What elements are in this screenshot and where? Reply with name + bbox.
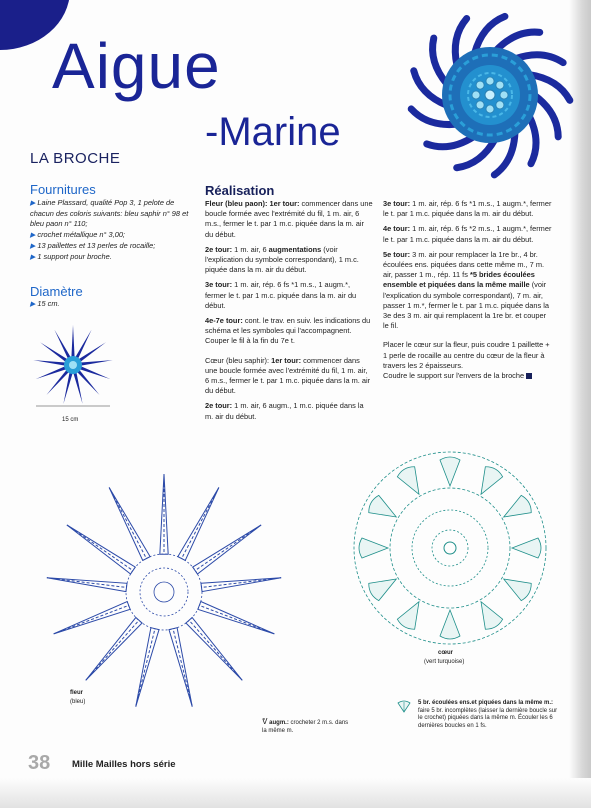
coeur-round-3 bbox=[383, 199, 553, 219]
fleur-round-2 bbox=[205, 245, 373, 276]
brooch-sequin bbox=[486, 105, 494, 113]
round-label: 4e-7e tour: bbox=[205, 316, 243, 326]
diametre-value-row bbox=[30, 299, 60, 310]
coeur-intro: Cœur (bleu saphir): bbox=[205, 355, 272, 365]
coeur-shell bbox=[397, 602, 419, 630]
coeur-shell bbox=[369, 579, 397, 601]
fleur-intro: Fleur (bleu paon): bbox=[205, 199, 270, 208]
legend-5br bbox=[418, 700, 558, 730]
legend-5br-text: faire 5 br. incomplètes (laisser la dernière boucle sur le crochet) piquées dans la même m. Écouler les 6 dernières boucles en 1 fs. bbox=[418, 707, 558, 729]
coeur-round-4 bbox=[383, 224, 553, 244]
fleur-arm bbox=[136, 628, 159, 707]
brooch-sequin bbox=[472, 91, 480, 99]
coeur-round-1 bbox=[205, 356, 373, 397]
fleur-arm-stitches bbox=[54, 606, 127, 634]
legend-augm bbox=[262, 718, 352, 735]
round-label: 2e tour: bbox=[205, 401, 233, 411]
fleur-arm-stitches bbox=[86, 622, 138, 680]
fournitures-item-text: 13 paillettes et 13 perles de rocaille; bbox=[37, 240, 156, 250]
star-arm bbox=[33, 360, 65, 365]
finishing-text-last: Coudre le support sur l'envers de la broche bbox=[383, 371, 525, 381]
coeur-color: (vert turquoise) bbox=[424, 659, 465, 665]
fournitures-item bbox=[30, 230, 200, 241]
round-text: commencer dans une boucle formée avec l'extrémité du fil, 1 m. air, 6 m.s., fermer le t. par 1 m.c. piquée dans la m. air du début. bbox=[205, 355, 371, 396]
finishing-text-2 bbox=[383, 371, 553, 381]
magazine-name: Mille Mailles hors série bbox=[72, 759, 176, 770]
brooch-tentacle bbox=[433, 38, 448, 84]
diametre-value: 15 cm. bbox=[37, 299, 60, 308]
round-text: 1 m. air, rép. 6 fs *1 m.s., 1 augm.*, fermer le t. par 1 m.c. piquée dans la m. air du début. bbox=[205, 280, 357, 310]
fournitures-item bbox=[30, 241, 200, 252]
brooch-photo bbox=[405, 10, 580, 185]
fleur-arm-stitches bbox=[109, 488, 145, 557]
brooch-sequin bbox=[476, 81, 484, 89]
fleur-arm-stitches bbox=[191, 622, 243, 680]
fleur-round-4-7 bbox=[205, 316, 373, 347]
coeur-shell bbox=[481, 602, 503, 630]
bullet-icon: ▶ bbox=[30, 200, 36, 207]
fleur-arm bbox=[169, 628, 192, 707]
fournitures-item-text: 1 support pour broche. bbox=[37, 252, 112, 262]
bullet-icon: ▶ bbox=[30, 231, 36, 239]
page-title-line1: Aigue bbox=[52, 30, 221, 102]
round-text: (voir l'explication du symbole correspondant), 1 m.c. piquée dans la m. air du début. bbox=[205, 244, 359, 275]
realisation-heading: Réalisation bbox=[205, 183, 275, 198]
page-bottom-shadow bbox=[0, 778, 591, 808]
fleur-arm-stitches bbox=[174, 631, 193, 707]
round-text: 1 m. air, 6 augm., 1 m.c. piquée dans la m. air du début. bbox=[205, 401, 364, 421]
round-bold: augmentations bbox=[268, 244, 322, 254]
brooch-tentacle bbox=[427, 136, 475, 147]
legend-augm-title: augm.: bbox=[269, 720, 289, 726]
round-text: cont. le trav. en suiv. les indications du schéma et les symboles qui l'accompagnent. Couper le fil à la fin du 7e t. bbox=[205, 316, 371, 346]
fournitures-item-text: Laine Plassard, qualité Pop 3, 1 pelote de chacun des coloris suivants: bleu saphir n° 98 et bleu paon n° 110; bbox=[30, 198, 189, 229]
coeur-shell bbox=[359, 538, 388, 558]
size-figure-label: 15 cm bbox=[62, 417, 79, 423]
size-star-figure bbox=[28, 320, 118, 415]
coeur-diagram bbox=[350, 448, 560, 648]
round-label: 1er tour: bbox=[271, 355, 302, 365]
brooch-sequin bbox=[486, 77, 494, 85]
fournitures-item-text: crochet métallique n° 3,00; bbox=[37, 229, 125, 239]
fleur-arm-stitches bbox=[183, 488, 219, 557]
coeur-shell bbox=[440, 610, 460, 639]
fleur-arm-stitches bbox=[197, 525, 261, 569]
fleur-diagram bbox=[24, 462, 289, 712]
round-label: 3e tour: bbox=[205, 280, 233, 290]
round-label: 4e tour: bbox=[383, 224, 411, 234]
brooch-sequin bbox=[496, 81, 504, 89]
star-arm bbox=[63, 372, 72, 404]
fleur-round-1 bbox=[205, 199, 373, 240]
coeur-shell bbox=[512, 538, 541, 558]
star-arm bbox=[71, 325, 74, 357]
fleur-arm-stitches bbox=[136, 631, 155, 707]
star-arm bbox=[81, 360, 113, 365]
round-label: 3e tour: bbox=[383, 199, 411, 208]
end-square-icon bbox=[526, 373, 532, 379]
coeur-label: cœur bbox=[438, 650, 453, 656]
diametre-heading: Diamètre bbox=[30, 284, 83, 299]
page-subtitle: LA BROCHE bbox=[30, 150, 121, 167]
round-text: 1 m. air, rép. 6 fs *2 m.s., 1 augm.*, fermer le t. par 1 m.c. piquée dans la m. air du début. bbox=[383, 224, 552, 244]
round-text: 1 m. air, 6 bbox=[232, 244, 269, 254]
round-text: commencer dans une boucle formée avec l'extrémité du fil, 1 m. air, 6 m.s., fermer le t. par 1 m.c. piquée dans la m. air du début. bbox=[205, 199, 373, 239]
brooch-sequin bbox=[496, 101, 504, 109]
realisation-column-2 bbox=[383, 199, 553, 386]
fleur-round-3 bbox=[205, 280, 373, 311]
legend-5br-title: 5 br. écoulées ens.et piquées dans la même m.: bbox=[418, 700, 554, 706]
fleur-arm-stitches bbox=[201, 606, 274, 634]
round-label: 1er tour: bbox=[269, 199, 300, 208]
fleur-arm-stitches bbox=[67, 525, 131, 569]
legend-augm-text: crocheter 2 m.s. dans la même m. bbox=[262, 720, 349, 734]
fournitures-item bbox=[30, 252, 200, 263]
coeur-shell bbox=[481, 467, 503, 495]
fleur-arm bbox=[201, 578, 281, 592]
coeur-round-5 bbox=[383, 250, 553, 332]
round-bold: *5 brides écoulées ensemble et piquées dans la même maille bbox=[383, 270, 535, 290]
coeur-shell bbox=[397, 467, 419, 495]
finishing-text: Placer le cœur sur la fleur, puis coudre 1 paillette + 1 perle de rocaille au centre du cœur de la fleur à travers les 2 épaisseurs. bbox=[383, 340, 550, 370]
fleur-label: fleur bbox=[70, 690, 84, 696]
fournitures-item bbox=[30, 198, 200, 230]
brooch-tentacle bbox=[495, 32, 539, 51]
round-text: 1 m. air, rép. 6 fs *1 m.s., 1 augm.*, fermer le t. par 1 m.c. piquée dans la m. air du début. bbox=[383, 199, 552, 219]
coeur-shell bbox=[504, 495, 532, 517]
fournitures-list bbox=[30, 198, 200, 263]
round-text: 3 m. air pour remplacer la 1re br., 4 br. écoulées ens. piquées dans cette même m., 7 m. air, passer 1 m., rép. 11 fs bbox=[383, 249, 545, 280]
fleur-color: (bleu) bbox=[70, 699, 86, 705]
coeur-round-2 bbox=[205, 401, 373, 421]
brooch-sequin bbox=[500, 91, 508, 99]
brooch-sequin bbox=[476, 101, 484, 109]
fournitures-heading: Fournitures bbox=[30, 182, 96, 197]
round-label: 2e tour: bbox=[205, 244, 233, 254]
coeur-shell bbox=[369, 495, 397, 517]
augm-symbol-icon: ᕓ bbox=[262, 717, 268, 726]
brooch-tentacle bbox=[529, 115, 536, 163]
page-title-line2: -Marine bbox=[205, 110, 341, 154]
bullet-icon: ▶ bbox=[30, 242, 36, 250]
round-label: 5e tour: bbox=[383, 249, 411, 259]
shell-symbol-icon bbox=[397, 700, 411, 714]
page-number: 38 bbox=[28, 752, 51, 774]
coeur-shell bbox=[504, 579, 532, 601]
round-text: (voir l'explication du symbole correspondant), 7 m. air, passer 1 m.*, fermer le t. par 1 m.c. piquée dans la 3e des 3 m. air qui remplacent la 1re br. et couper le fil. bbox=[383, 280, 549, 331]
coeur-shell bbox=[440, 457, 460, 486]
bullet-icon: ▶ bbox=[30, 254, 36, 262]
star-arm bbox=[73, 372, 82, 404]
bullet-icon: ▶ bbox=[30, 301, 36, 308]
fleur-arm bbox=[47, 578, 127, 592]
realisation-column-1 bbox=[205, 199, 373, 427]
